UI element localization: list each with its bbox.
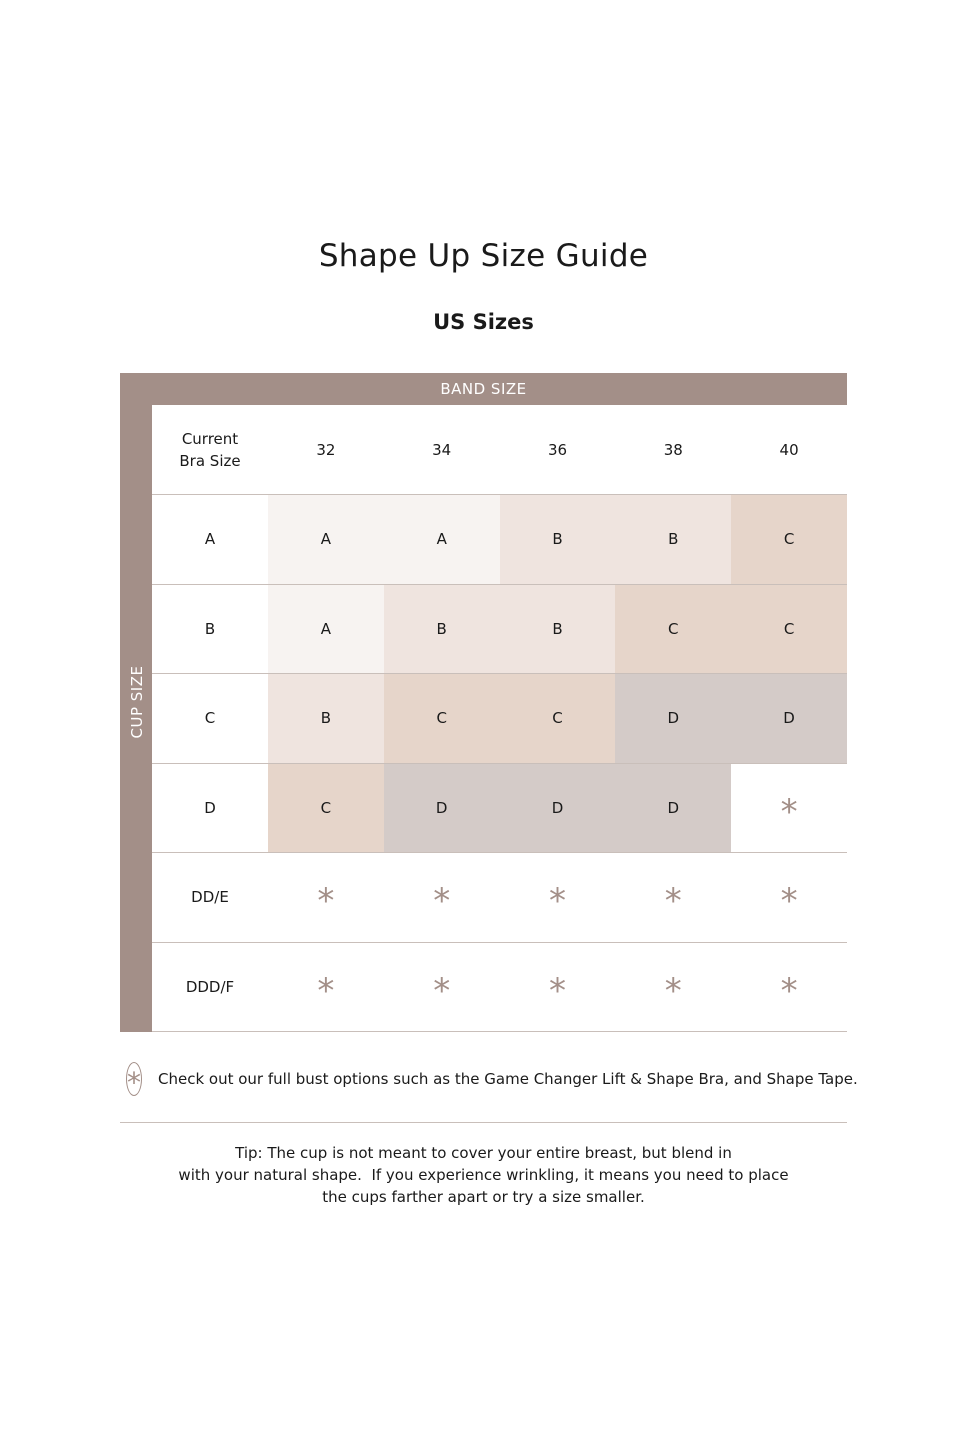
header-line-2: Bra Size bbox=[179, 451, 241, 470]
note-text: Check out our full bust options such as the Game Changer Lift & Shape Bra, and Shape Tape. bbox=[158, 1070, 858, 1088]
recommended-size-cell: A bbox=[384, 495, 500, 584]
table-row bbox=[152, 943, 847, 1033]
band-header: 38 bbox=[663, 440, 683, 459]
page-subtitle: US Sizes bbox=[433, 310, 534, 334]
size-table bbox=[152, 405, 847, 1032]
tip-line: Tip: The cup is not meant to cover your entire breast, but blend in bbox=[235, 1144, 732, 1162]
band-header: 40 bbox=[779, 440, 799, 459]
cup-size-cell: A bbox=[204, 530, 216, 549]
divider bbox=[120, 1122, 847, 1123]
recommended-size-cell: D bbox=[731, 674, 847, 763]
recommended-size-cell: B bbox=[500, 585, 616, 674]
table-header-row bbox=[152, 405, 847, 495]
cup-size-cell: DDD/F bbox=[185, 977, 235, 996]
asterisk-icon: * bbox=[548, 881, 566, 922]
asterisk-icon: * bbox=[664, 970, 682, 1011]
table-row bbox=[152, 495, 847, 585]
table-row bbox=[152, 764, 847, 854]
tip-line: with your natural shape. If you experience wrinkling, it means you need to place bbox=[178, 1166, 789, 1184]
band-size-header: BAND SIZE bbox=[120, 373, 847, 405]
cup-size-label: CUP SIZE bbox=[128, 665, 146, 739]
table-row bbox=[152, 853, 847, 943]
band-header: 32 bbox=[316, 440, 336, 459]
asterisk-icon: * bbox=[433, 970, 451, 1011]
recommended-size-cell: C bbox=[731, 585, 847, 674]
recommended-size-cell: B bbox=[384, 585, 500, 674]
tip-text bbox=[0, 1142, 967, 1208]
recommended-size-cell: C bbox=[500, 674, 616, 763]
tip-line: the cups farther apart or try a size smaller. bbox=[322, 1188, 645, 1206]
band-header: 36 bbox=[547, 440, 568, 459]
recommended-size-cell: C bbox=[615, 585, 731, 674]
asterisk-icon: * bbox=[780, 791, 798, 832]
recommended-size-cell: B bbox=[615, 495, 731, 584]
header-line-1: Current bbox=[181, 429, 239, 448]
asterisk-icon: * bbox=[317, 881, 335, 922]
cup-size-cell: C bbox=[204, 709, 216, 728]
recommended-size-cell: A bbox=[268, 495, 384, 584]
full-bust-note bbox=[126, 1060, 858, 1099]
asterisk-icon: * bbox=[126, 1062, 142, 1096]
recommended-size-cell: D bbox=[384, 764, 500, 853]
asterisk-icon: * bbox=[780, 881, 798, 922]
cup-size-cell: B bbox=[204, 619, 216, 638]
asterisk-icon: * bbox=[548, 970, 566, 1011]
cup-size-cell: DD/E bbox=[191, 888, 229, 907]
asterisk-icon: * bbox=[317, 970, 335, 1011]
page-title: Shape Up Size Guide bbox=[318, 238, 649, 274]
table-row bbox=[152, 585, 847, 675]
current-bra-size-header bbox=[152, 405, 268, 494]
recommended-size-cell: B bbox=[268, 674, 384, 763]
recommended-size-cell: A bbox=[268, 585, 384, 674]
recommended-size-cell: C bbox=[268, 764, 384, 853]
recommended-size-cell: D bbox=[500, 764, 616, 853]
band-header: 34 bbox=[432, 440, 452, 459]
cup-size-cell: D bbox=[204, 798, 216, 817]
recommended-size-cell: D bbox=[615, 674, 731, 763]
recommended-size-cell: B bbox=[500, 495, 616, 584]
recommended-size-cell: C bbox=[731, 495, 847, 584]
asterisk-icon: * bbox=[433, 881, 451, 922]
recommended-size-cell: D bbox=[615, 764, 731, 853]
asterisk-icon: * bbox=[664, 881, 682, 922]
table-row bbox=[152, 674, 847, 764]
asterisk-icon: * bbox=[780, 970, 798, 1011]
recommended-size-cell: C bbox=[384, 674, 500, 763]
